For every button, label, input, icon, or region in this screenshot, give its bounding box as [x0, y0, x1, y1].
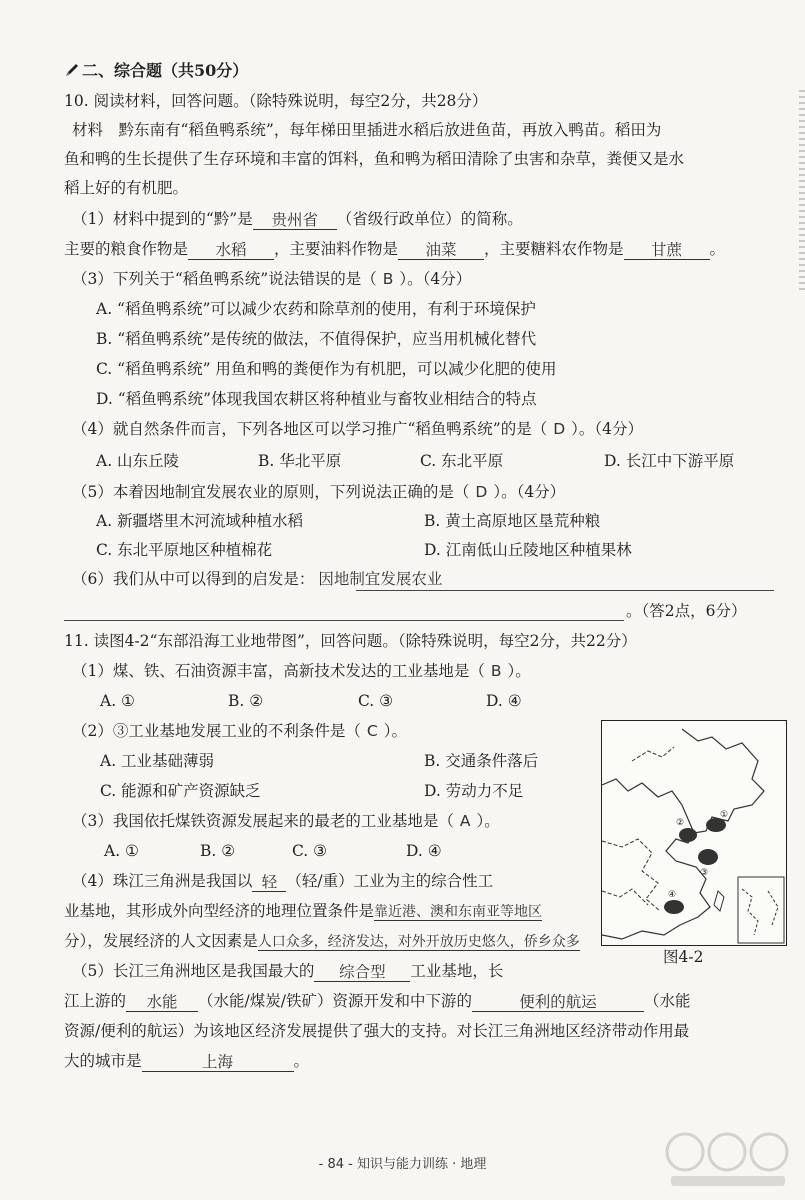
- q11-part4-answer-human: 人口众多，经济发达，对外开放历史悠久，侨乡众多: [257, 934, 580, 950]
- q11-part2: （2）③工业基地发展工业的不利条件是（ C ）。: [72, 722, 407, 740]
- q11-part5-answer-city: 上海: [142, 1051, 294, 1072]
- q11-part2-option-b: B. 交通条件落后: [424, 752, 539, 770]
- q11-part3-option-b: B. ②: [200, 842, 236, 860]
- east-coast-industry-map: [601, 720, 787, 946]
- q11-part2-option-d: D. 劳动力不足: [424, 782, 524, 800]
- industrial-base-1-area: [706, 818, 726, 832]
- q11-part5-line2: 江上游的 水能 （水能/煤炭/铁矿）资源开发和中下游的 便利的航运 （水能: [64, 992, 691, 1011]
- q10-part3-answer: B: [382, 270, 394, 288]
- q10-part4-answer: D: [553, 420, 566, 438]
- q11-part1-answer: B: [490, 662, 502, 680]
- q11-part2-answer: C: [366, 722, 378, 740]
- q11-part4: （4）珠江三角洲是我国以 轻 （轻/重）工业为主的综合性工: [72, 872, 494, 891]
- q10-header: 10. 阅读材料，回答问题。（除特殊说明，每空2分，共28分）: [64, 92, 488, 110]
- industrial-base-3-area: [698, 849, 718, 865]
- section-title: [64, 60, 248, 82]
- q11-part2-option-c: C. 能源和矿产资源缺乏: [100, 782, 261, 800]
- q10-part3-option-d: D. “稻鱼鸭系统”体现我国农耕区将种植业与畜牧业相结合的特点: [96, 390, 537, 408]
- q11-part3-option-a: A. ①: [104, 842, 139, 860]
- q11-part5-line3: 资源/便利的航运）为该地区经济发展提供了强大的支持。对长江三角洲地区经济带动作用最: [64, 1022, 690, 1040]
- q10-part2-answer-sugar: 甘蔗: [624, 239, 710, 260]
- q11-part4-answer-location: 靠近港、澳和东南亚等地区: [374, 904, 543, 920]
- q10-part3-option-a: A. “稻鱼鸭系统”可以减少农药和除草剂的使用，有利于环境保护: [96, 300, 536, 318]
- answer-line: [64, 620, 624, 621]
- q10-part5-option-d: D. 江南低山丘陵地区种植果林: [424, 541, 632, 559]
- section-title-text: 二、综合题（共50分）: [82, 61, 249, 80]
- q10-part5-option-a: A. 新疆塔里木河流域种植水稻: [96, 512, 304, 530]
- q11-part3-answer: A: [459, 812, 471, 830]
- q10-material-line-3: 稻上好的有机肥。: [64, 179, 189, 197]
- q10-part4: （4）就自然条件而言，下列各地区可以学习推广“稻鱼鸭系统”的是（ D ）。（4分）: [72, 420, 644, 438]
- q11-part1: （1）煤、铁、石油资源丰富，高新技术发达的工业基地是（ B ）。: [72, 662, 531, 680]
- map-marker-2: ②: [676, 818, 685, 828]
- q10-part5: （5）本着因地制宜发展农业的原则，下列说法正确的是（ D ）。（4分）: [72, 483, 566, 501]
- scan-edge-marks: [799, 90, 805, 290]
- q11-part5-answer-type: 综合型: [314, 961, 410, 982]
- map-marker-3: ③: [700, 868, 709, 878]
- q11-part3-option-d: D. ④: [406, 842, 442, 860]
- q10-part5-answer: D: [475, 483, 488, 501]
- map-marker-4: ④: [668, 890, 677, 900]
- q11-part1-option-a: A. ①: [100, 692, 135, 710]
- map-marker-1: ①: [720, 810, 729, 820]
- q11-part5-answer-midstream: 便利的航运: [472, 991, 644, 1012]
- q11-part4-answer-light: 轻: [252, 871, 286, 892]
- q10-part4-option-d: D. 长江中下游平原: [604, 452, 735, 470]
- q10-part2-answer-oil: 油菜: [398, 239, 484, 260]
- page-footer: - 84 - 知识与能力训练 · 地理: [318, 1157, 487, 1172]
- q11-part4-line3: 分），发展经济的人文因素是人口众多，经济发达，对外开放历史悠久，侨乡众多: [64, 932, 580, 950]
- q10-part6-answer: 因地制宜发展农业: [318, 570, 443, 588]
- q10-material-line-1: 材料 黔东南有“稻鱼鸭系统”，每年梯田里插进水稻后放进鱼苗，再放入鸭苗。稻田为: [72, 121, 662, 139]
- q11-part5-answer-upstream: 水能: [126, 991, 198, 1012]
- q11-part1-option-d: D. ④: [486, 692, 522, 710]
- q10-material-line-2: 鱼和鸭的生长提供了生存环境和丰富的饵料，鱼和鸭为稻田清除了虫害和杂草，粪便又是水: [64, 150, 685, 168]
- q10-part2: 主要的粮食作物是 水稻 ，主要油料作物是 油菜 ，主要糖料农作物是 甘蔗 。: [64, 240, 726, 259]
- q11-part2-option-a: A. 工业基础薄弱: [100, 752, 215, 770]
- q10-part5-option-c: C. 东北平原地区种植棉花: [96, 541, 273, 559]
- q11-part3: （3）我国依托煤铁资源发展起来的最老的工业基地是（ A ）。: [72, 812, 500, 830]
- watermark-logo-icon: [663, 1128, 793, 1192]
- q11-part3-option-c: C. ③: [292, 842, 328, 860]
- q11-part1-option-b: B. ②: [228, 692, 264, 710]
- q10-part3-option-c: C. “稻鱼鸭系统” 用鱼和鸭的粪便作为有机肥，可以减少化肥的使用: [96, 360, 557, 378]
- pencil-icon: [64, 62, 80, 78]
- answer-line: [356, 590, 774, 591]
- q11-header: 11. 读图4-2“东部沿海工业地带图”，回答问题。（除特殊说明，每空2分，共22分）: [64, 632, 637, 650]
- q10-part6-score: 。（答2点，6分）: [626, 602, 747, 620]
- q10-part3-option-b: B. “稻鱼鸭系统”是传统的做法，不值得保护，应当用机械化替代: [96, 330, 537, 348]
- q11-part4-line2: 业基地，其形成外向型经济的地理位置条件是靠近港、澳和东南亚等地区: [64, 902, 543, 920]
- q10-part5-option-b: B. 黄土高原地区垦荒种粮: [424, 512, 601, 530]
- q11-part5-line4: 大的城市是 上海 。: [64, 1052, 310, 1071]
- q10-part4-option-c: C. 东北平原: [420, 452, 504, 470]
- q10-part1: （1）材料中提到的“黔”是 贵州省 （省级行政单位）的简称。: [72, 210, 523, 229]
- map-drawing: [602, 721, 786, 945]
- q10-part4-option-b: B. 华北平原: [258, 452, 342, 470]
- q11-part1-option-c: C. ③: [358, 692, 394, 710]
- q10-part4-option-a: A. 山东丘陵: [96, 452, 180, 470]
- q10-part1-answer: 贵州省: [253, 209, 337, 230]
- q10-part6: （6）我们从中可以得到的启发是： 因地制宜发展农业: [72, 570, 443, 588]
- q10-part3: （3）下列关于“稻鱼鸭系统”说法错误的是（ B ）。（4分）: [72, 270, 472, 288]
- q10-part2-answer-grain: 水稻: [188, 239, 274, 260]
- figure-caption: 图4-2: [663, 948, 704, 966]
- industrial-base-4-area: [664, 900, 684, 914]
- q11-part5: （5）长江三角洲地区是我国最大的 综合型 工业基地，长: [72, 962, 504, 981]
- industrial-base-2-area: [679, 828, 697, 842]
